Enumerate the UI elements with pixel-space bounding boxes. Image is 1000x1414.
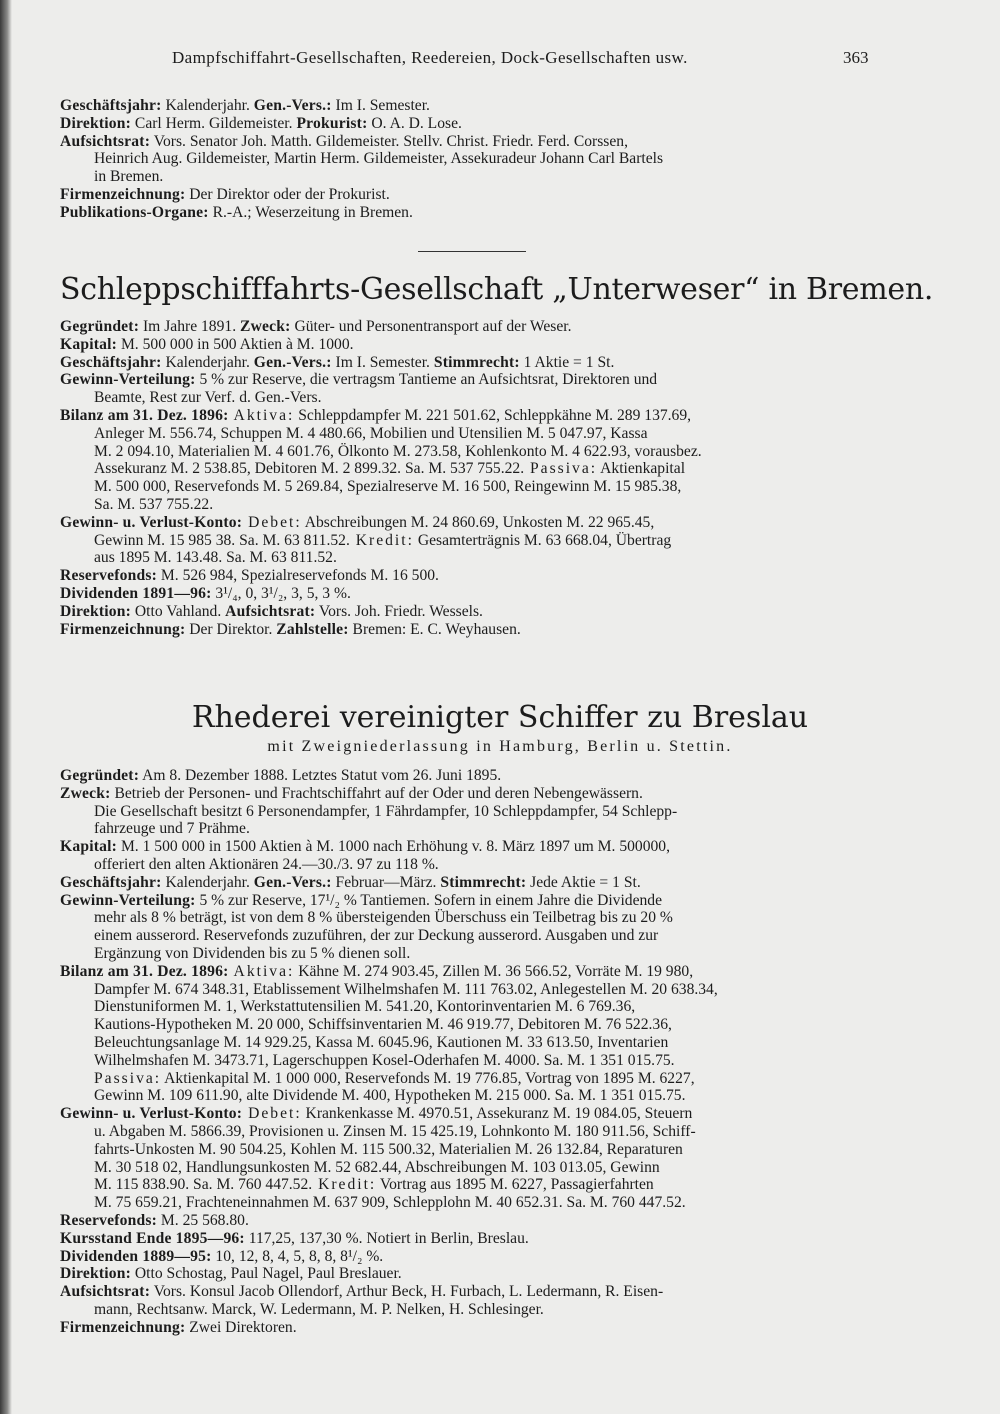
page-number: 363: [843, 48, 869, 67]
field-text: Im I. Semester.: [331, 97, 430, 114]
field-text: Dampfer M. 674 348.31, Etablissement Wilhelmshafen M. 111 763.02, Anlegestellen M. 20 638.34,: [94, 980, 718, 998]
field-text: Aktienkapital M. 1 000 000, Reservefonds M. 19 776.85, Vortrag von 1895 M. 6227,: [161, 1069, 695, 1087]
text-line: [60, 1301, 880, 1319]
section1-heading: Schleppschifffahrts-Gesellschaft „Unterweser“ in Bremen.: [60, 272, 934, 307]
text-line: [60, 389, 880, 407]
field-text: aus 1895 M. 143.48. Sa. M. 63 811.52.: [94, 549, 337, 567]
field-label: Gewinn-Verteilung:: [60, 371, 196, 389]
text-line: [60, 443, 880, 461]
field-label: Stimmrecht:: [433, 353, 520, 371]
field-label: Bilanz am 31. Dez. 1896:: [60, 962, 229, 980]
field-text: Otto Vahland.: [131, 602, 226, 620]
text-line: [60, 1070, 880, 1088]
text-line: [60, 892, 880, 910]
field-text: 5 % zur Reserve, 17¹/₂ % Tantiemen. Sofern in einem Jahre die Dividende: [195, 891, 663, 909]
field-label: Geschäftsjahr:: [60, 97, 162, 114]
text-line: [60, 150, 880, 168]
text-line: [60, 318, 880, 336]
section1-body: [60, 318, 880, 638]
field-label: Kursstand Ende 1895—96:: [60, 1229, 245, 1247]
text-line: [60, 1087, 880, 1105]
text-line: [60, 425, 880, 443]
text-line: [60, 767, 880, 785]
field-label: Gewinn- u. Verlust-Konto:: [60, 513, 243, 531]
field-text: Am 8. Dezember 1888. Letztes Statut vom 26. Juni 1895.: [139, 767, 502, 784]
field-text: 5 % zur Reserve, die vertragsm Tantieme an Aufsichtsrat, Direktoren und: [195, 371, 658, 389]
field-text: Wilhelmshafen M. 3473.71, Lagerschuppen Kosel-Oderhafen M. 4000. Sa. M. 1 351 015.75.: [94, 1051, 675, 1069]
field-text: Betrieb der Personen- und Frachtschiffahrt auf der Oder und deren Nebengewässern.: [110, 784, 643, 802]
field-label: Gegründet:: [60, 318, 140, 335]
field-text: Bremen: E. C. Weyhausen.: [348, 620, 521, 638]
text-line: [60, 549, 880, 567]
text-line: [60, 371, 880, 389]
field-text: Ergänzung von Dividenden bis zu 5 % dienen soll.: [94, 944, 411, 962]
text-line: [60, 1248, 880, 1266]
running-head-title: Dampfschiffahrt-Gesellschaften, Reedereien, Dock-Gesellschaften usw.: [172, 48, 688, 67]
text-line: [60, 803, 880, 821]
text-line: [60, 496, 880, 514]
field-text: einem ausserord. Reservefonds zuzuführen, der zur Deckung ausserord. Ausgaben und zur: [94, 927, 659, 945]
text-line: [60, 204, 880, 222]
field-text: Vortrag aus 1895 M. 6227, Passagierfahrten: [376, 1176, 654, 1194]
field-label: Geschäftsjahr:: [60, 873, 162, 891]
text-line: [60, 1034, 880, 1052]
field-text: M. 25 568.80.: [157, 1211, 249, 1229]
text-line: [60, 909, 880, 927]
field-label: Gen.-Vers.:: [253, 353, 332, 371]
section2-subheading: mit Zweigniederlassung in Hamburg, Berlin u. Stettin.: [267, 738, 733, 755]
field-label: Firmenzeichnung:: [60, 620, 186, 638]
text-line: [60, 1123, 880, 1141]
field-label: Direktion:: [60, 1265, 132, 1283]
field-label: Prokurist:: [296, 114, 368, 132]
field-label: Gewinn- u. Verlust-Konto:: [60, 1105, 243, 1123]
field-text: 1 Aktie = 1 St.: [519, 353, 615, 371]
field-text: Krankenkasse M. 4970.51, Assekuranz M. 19 084.05, Steuern: [301, 1105, 693, 1123]
section-divider: [418, 251, 526, 252]
field-text: Der Direktor oder der Prokurist.: [185, 185, 390, 203]
field-label: Zweck:: [60, 784, 111, 802]
field-text: mehr als 8 % beträgt, ist von dem 8 % übersteigenden Überschuss ein Teilbetrag bis zu 20 %: [94, 909, 673, 927]
text-line: [60, 460, 880, 478]
text-line: [60, 1319, 880, 1337]
text-line: [60, 567, 880, 585]
field-text: u. Abgaben M. 5866.39, Provisionen u. Zinsen M. 15 425.19, Lohnkonto M. 180 911.56, Schiff-: [94, 1122, 696, 1140]
text-line: [60, 478, 880, 496]
text-line: [60, 1230, 880, 1248]
text-line: [60, 820, 880, 838]
field-text: Kalenderjahr.: [161, 873, 254, 891]
field-text: Vors. Joh. Friedr. Wessels.: [315, 602, 483, 620]
text-line: [60, 927, 880, 945]
text-line: [60, 514, 880, 532]
text-line: [60, 856, 880, 874]
field-text: Kautions-Hypotheken M. 20 000, Schiffsinventarien M. 46 919.77, Debitoren M. 76 522.36,: [94, 1016, 672, 1034]
section2-body: [60, 767, 880, 1337]
spaced-label: Kredit:: [312, 1176, 377, 1194]
field-text: Anleger M. 556.74, Schuppen M. 4 480.66, Mobilien und Utensilien M. 5 047.97, Kassa: [94, 424, 648, 442]
text-line: [60, 785, 880, 803]
text-line: [60, 532, 880, 550]
text-line: [60, 838, 880, 856]
field-text: Februar—März.: [331, 873, 441, 891]
text-line: [60, 354, 880, 372]
spaced-label: Passiva:: [94, 1069, 162, 1087]
field-label: Aufsichtsrat:: [225, 602, 316, 620]
text-line: [60, 963, 880, 981]
text-line: [60, 115, 880, 133]
text-line: [60, 1194, 880, 1212]
text-line: [60, 336, 880, 354]
field-label: Kapital:: [60, 838, 118, 856]
field-text: Gewinn M. 109 611.90, alte Dividende M. 400, Hypotheken M. 215 000. Sa. M. 1 351 015.75.: [94, 1087, 686, 1105]
text-line: [60, 585, 880, 603]
field-text: M. 115 838.90. Sa. M. 760 447.52.: [94, 1176, 313, 1194]
text-line: [60, 1283, 880, 1301]
field-label: Aufsichtsrat:: [60, 1283, 151, 1301]
text-line: [60, 874, 880, 892]
field-label: Geschäftsjahr:: [60, 353, 162, 371]
field-label: Kapital:: [60, 335, 118, 353]
field-label: Publikations-Organe:: [60, 203, 209, 221]
text-line: [60, 186, 880, 204]
spaced-label: Debet:: [242, 513, 302, 531]
field-text: Schleppdampfer M. 221 501.62, Schleppkähne M. 289 137.69,: [294, 406, 692, 424]
field-text: Gesamterträgnis M. 63 668.04, Übertrag: [413, 531, 672, 549]
field-text: mann, Rechtsanw. Marck, W. Ledermann, M. P. Nelken, H. Schlesinger.: [94, 1300, 544, 1318]
field-label: Firmenzeichnung:: [60, 185, 186, 203]
field-label: Gewinn-Verteilung:: [60, 891, 196, 909]
field-text: Carl Herm. Gildemeister.: [131, 114, 297, 132]
field-text: Otto Schostag, Paul Nagel, Paul Breslauer.: [131, 1265, 402, 1283]
text-line: [60, 998, 880, 1016]
field-label: Dividenden 1889—95:: [60, 1247, 212, 1265]
field-text: Heinrich Aug. Gildemeister, Martin Herm. Gildemeister, Assekuradeur Johann Carl Bartels: [94, 150, 664, 168]
field-label: Direktion:: [60, 114, 132, 132]
field-text: fahrzeuge und 7 Prähme.: [94, 820, 250, 838]
field-text: Im Jahre 1891.: [139, 318, 240, 335]
text-line: [60, 621, 880, 639]
field-text: fahrts-Unkosten M. 90 504.25, Kohlen M. 115 500.32, Materialien M. 26 132.84, Reparaturen: [94, 1140, 683, 1158]
text-line: [60, 1265, 880, 1283]
spaced-label: Aktiva:: [228, 406, 295, 424]
field-text: M. 500 000, Reservefonds M. 5 269.84, Spezialreserve M. 16 500, Reingewinn M. 15 985.38,: [94, 478, 682, 496]
field-text: Sa. M. 537 755.22.: [94, 495, 214, 513]
field-text: Aktienkapital: [597, 460, 686, 478]
spaced-label: Kredit:: [349, 531, 414, 549]
field-label: Reservefonds:: [60, 567, 158, 585]
text-line: [60, 603, 880, 621]
text-line: [60, 1141, 880, 1159]
field-text: Assekuranz M. 2 538.85, Debitoren M. 2 899.32. Sa. M. 537 755.22.: [94, 460, 525, 478]
text-line: [60, 1016, 880, 1034]
text-line: [60, 945, 880, 963]
text-line: [60, 407, 880, 425]
field-label: Bilanz am 31. Dez. 1896:: [60, 406, 229, 424]
field-text: M. 1 500 000 in 1500 Aktien à M. 1000 nach Erhöhung v. 8. März 1897 um M. 500000,: [117, 838, 670, 856]
field-text: Abschreibungen M. 24 860.69, Unkosten M. 22 965.45,: [301, 513, 655, 531]
field-text: Jede Aktie = 1 St.: [526, 873, 641, 891]
field-text: Güter- und Personentransport auf der Weser.: [290, 318, 572, 335]
field-label: Gen.-Vers.:: [253, 97, 332, 114]
field-label: Stimmrecht:: [440, 873, 527, 891]
field-text: Im I. Semester.: [331, 353, 434, 371]
field-text: Vors. Senator Joh. Matth. Gildemeister. Stellv. Christ. Friedr. Ferd. Corssen,: [150, 132, 628, 150]
text-line: [60, 1212, 880, 1230]
field-text: Die Gesellschaft besitzt 6 Personendampfer, 1 Fährdampfer, 10 Schleppdampfer, 54 Schlepp-: [94, 802, 678, 820]
field-text: 117,25, 137,30 %. Notiert in Berlin, Breslau.: [244, 1229, 529, 1247]
field-label: Firmenzeichnung:: [60, 1318, 186, 1336]
spaced-label: Aktiva:: [228, 962, 295, 980]
field-text: O. A. D. Lose.: [367, 114, 462, 132]
field-text: M. 30 518 02, Handlungsunkosten M. 52 682.44, Abschreibungen M. 103 013.05, Gewinn: [94, 1158, 660, 1176]
text-line: [60, 1105, 880, 1123]
field-text: Vors. Konsul Jacob Ollendorf, Arthur Beck, H. Furbach, L. Ledermann, R. Eisen-: [150, 1283, 664, 1301]
field-label: Aufsichtsrat:: [60, 132, 151, 150]
field-text: 10, 12, 8, 4, 5, 8, 8, 8¹/₂ %.: [211, 1247, 384, 1265]
field-label: Dividenden 1891—96:: [60, 584, 212, 602]
text-line: [60, 168, 880, 186]
field-text: M. 500 000 in 500 Aktien à M. 1000.: [117, 335, 354, 353]
text-line: [60, 1052, 880, 1070]
field-text: Kähne M. 274 903.45, Zillen M. 36 566.52, Vorräte M. 19 980,: [294, 962, 694, 980]
field-text: Zwei Direktoren.: [185, 1318, 297, 1336]
spaced-label: Passiva:: [524, 460, 598, 478]
text-line: [60, 1176, 880, 1194]
field-text: 3¹/₄, 0, 3¹/₂, 3, 5, 3 %.: [211, 584, 351, 602]
field-label: Zweck:: [240, 318, 291, 335]
field-text: Dienstuniformen M. 1, Werkstattutensilien M. 541.20, Kontorinventarien M. 6 769.36,: [94, 998, 636, 1016]
field-label: Reservefonds:: [60, 1211, 158, 1229]
text-line: [60, 981, 880, 999]
field-text: Beamte, Rest zur Verf. d. Gen.-Vers.: [94, 389, 322, 407]
field-text: Der Direktor.: [185, 620, 277, 638]
entry-continuation: [60, 97, 880, 222]
section2-heading: Rhederei vereinigter Schiffer zu Breslau: [191, 700, 809, 735]
field-label: Zahlstelle:: [276, 620, 349, 638]
field-label: Gegründet:: [60, 767, 140, 784]
field-text: Beleuchtungsanlage M. 14 929.25, Kassa M. 6045.96, Kautionen M. 33 613.50, Inventarien: [94, 1033, 669, 1051]
text-line: [60, 1159, 880, 1177]
spaced-label: Debet:: [242, 1105, 302, 1123]
text-line: [60, 97, 880, 115]
field-text: M. 526 984, Spezialreservefonds M. 16 500.: [157, 567, 439, 585]
field-text: offeriert den alten Aktionären 24.—30./3. 97 zu 118 %.: [94, 855, 439, 873]
text-line: [60, 133, 880, 151]
field-text: M. 2 094.10, Materialien M. 4 601.76, Ölkonto M. 273.58, Kohlenkonto M. 4 622.93, vorausbez.: [94, 442, 702, 460]
field-text: Kalenderjahr.: [161, 97, 254, 114]
field-text: M. 75 659.21, Frachteneinnahmen M. 637 909, Schlepplohn M. 40 652.31. Sa. M. 760 447.52.: [94, 1194, 686, 1212]
field-label: Gen.-Vers.:: [253, 873, 332, 891]
field-text: Gewinn M. 15 985 38. Sa. M. 63 811.52.: [94, 531, 350, 549]
field-label: Direktion:: [60, 602, 132, 620]
field-text: in Bremen.: [94, 168, 164, 186]
field-text: Kalenderjahr.: [161, 353, 254, 371]
field-text: R.-A.; Weserzeitung in Bremen.: [208, 203, 413, 221]
